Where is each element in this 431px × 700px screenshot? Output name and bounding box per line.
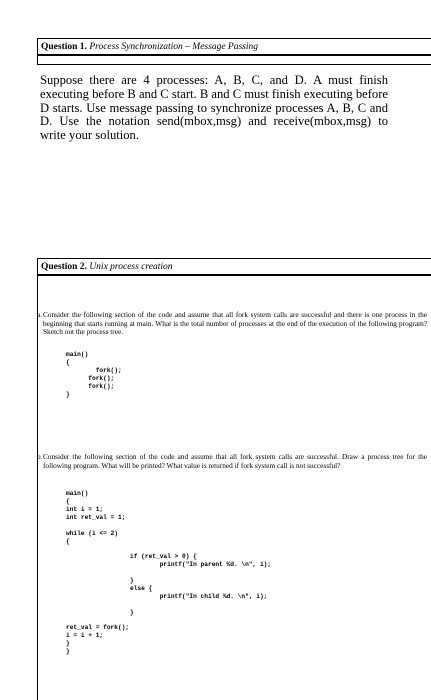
part-b-text: Consider the following section of the code and assume that all fork system calls are successful. Draw a process tree for the following program. What will be printed? What value is returned if fork system call is not successful?: [43, 452, 427, 470]
question-2-header: [37, 258, 431, 275]
question-2-part-a: [37, 310, 427, 337]
part-b-label: b.: [37, 452, 43, 461]
part-a-text: Consider the following section of the code and assume that all fork system calls are successful and there is one process in the beginning that starts running at main. What is the total number of processes at the end of the execution of the following program? Sketch out the process tree.: [43, 310, 427, 337]
question-1-text: Suppose there are 4 processes: A, B, C, and D. A must finish executing before B and C start. B and C must finish executing before D starts. Use message passing to synchronize processes A, B, C and D. Use the notation send(mbox,msg) and receive(mbox,msg) to write your solution.: [40, 73, 388, 143]
part-b-code-main: main() { int i = 1; int ret_val = 1; while (i <= 2) {: [66, 490, 126, 545]
question-2-number: Question 2.: [41, 262, 87, 272]
question-1-title: Process Synchronization – Message Passing: [89, 42, 259, 52]
question-1-body: [40, 74, 388, 143]
part-a-code: main() { fork(); fork(); fork(); }: [66, 351, 122, 398]
question-1-header: [37, 38, 431, 55]
question-2-title: Unix process creation: [89, 262, 173, 272]
question-2-part-b: [37, 452, 427, 470]
part-a-label: a.: [37, 310, 43, 319]
part-b-code-if-else: if (ret_val > 0) { printf("In parent %d. \n", i); } else { printf("In child %d. \n", i); }: [130, 553, 272, 616]
question-2-spacer-box: [37, 275, 431, 301]
part-b-code-fork: ret_val = fork(); i = i + 1; } }: [66, 624, 130, 655]
question-1-number: Question 1.: [41, 42, 87, 52]
question-1-spacer-box: [37, 55, 431, 65]
